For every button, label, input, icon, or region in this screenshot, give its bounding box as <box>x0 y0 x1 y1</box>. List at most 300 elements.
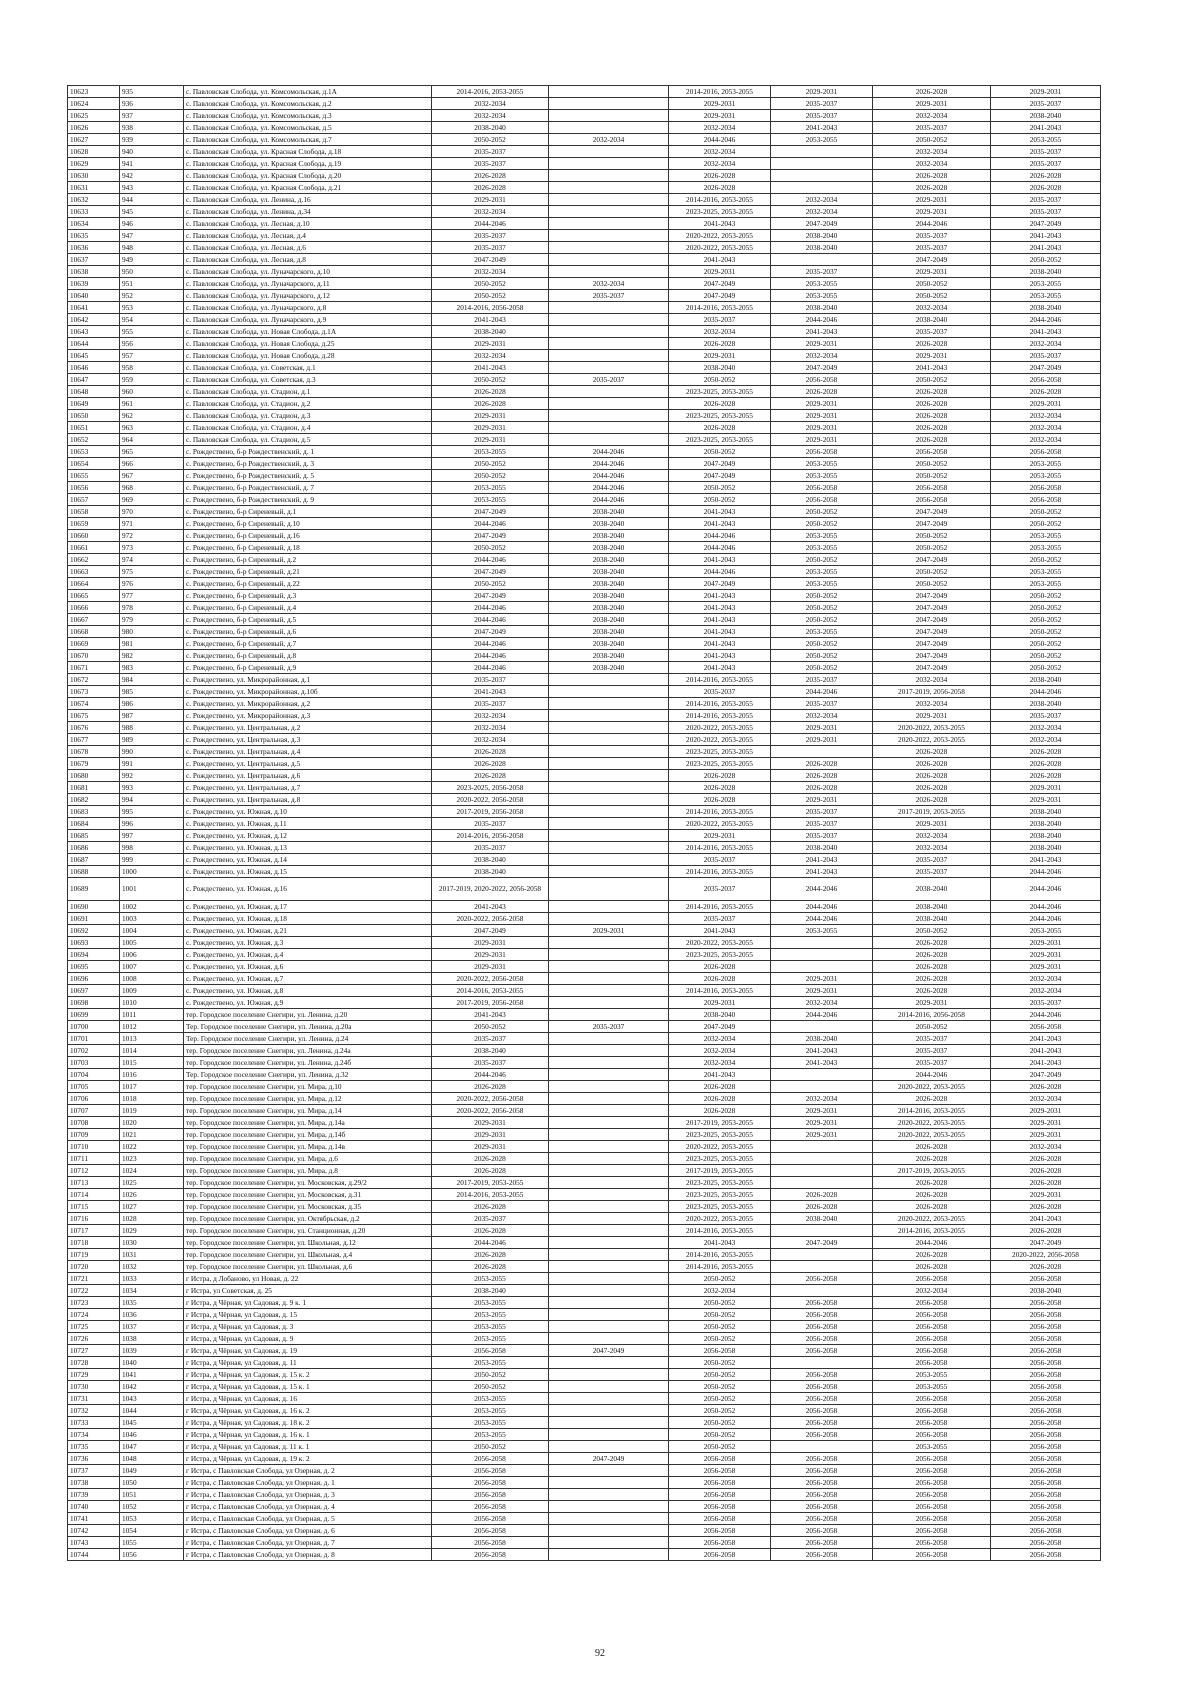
cell-local-number: 990 <box>120 746 184 758</box>
cell-period-a: 2032-2034 <box>432 98 549 110</box>
cell-period-b <box>549 98 669 110</box>
cell-period-c: 2035-2037 <box>669 878 771 901</box>
table-row <box>68 1105 1101 1117</box>
cell-period-e: 2026-2028 <box>873 758 991 770</box>
cell-address: с. Рождествено, ул. Микрорайонная, д.2 <box>184 698 432 710</box>
cell-address: с. Рождествено, б-р Сиреневый, д.3 <box>184 590 432 602</box>
cell-period-f: 2047-2049 <box>991 1237 1101 1249</box>
cell-row-id: 10739 <box>68 1489 120 1501</box>
cell-period-a: 2035-2037 <box>432 1213 549 1225</box>
cell-period-c: 2026-2028 <box>669 782 771 794</box>
cell-local-number: 1020 <box>120 1117 184 1129</box>
cell-period-f: 2056-2058 <box>991 1537 1101 1549</box>
table-row <box>68 626 1101 638</box>
cell-local-number: 948 <box>120 242 184 254</box>
cell-period-d: 2056-2058 <box>771 1273 873 1285</box>
table-row <box>68 1261 1101 1273</box>
cell-local-number: 1018 <box>120 1093 184 1105</box>
cell-period-d <box>771 1165 873 1177</box>
cell-period-c: 2026-2028 <box>669 794 771 806</box>
cell-local-number: 1040 <box>120 1357 184 1369</box>
cell-address: с. Рождествено, ул. Центральная, д.6 <box>184 770 432 782</box>
cell-period-f: 2053-2055 <box>991 542 1101 554</box>
cell-row-id: 10707 <box>68 1105 120 1117</box>
cell-row-id: 10658 <box>68 506 120 518</box>
cell-period-a: 2029-2031 <box>432 1129 549 1141</box>
cell-period-b: 2038-2040 <box>549 530 669 542</box>
cell-period-a: 2026-2028 <box>432 1081 549 1093</box>
cell-period-c: 2056-2058 <box>669 1549 771 1561</box>
cell-period-c: 2020-2022, 2053-2055 <box>669 242 771 254</box>
cell-period-b: 2044-2046 <box>549 470 669 482</box>
cell-period-e: 2026-2028 <box>873 422 991 434</box>
cell-period-e: 2038-2040 <box>873 878 991 901</box>
cell-period-d: 2056-2058 <box>771 446 873 458</box>
table-row <box>68 650 1101 662</box>
cell-period-c: 2032-2034 <box>669 158 771 170</box>
cell-row-id: 10721 <box>68 1273 120 1285</box>
cell-address: с. Рождествено, ул. Центральная, д.7 <box>184 782 432 794</box>
cell-local-number: 943 <box>120 182 184 194</box>
table-row <box>68 1249 1101 1261</box>
cell-period-c: 2041-2043 <box>669 602 771 614</box>
cell-period-f: 2044-2046 <box>991 866 1101 878</box>
cell-row-id: 10678 <box>68 746 120 758</box>
cell-period-c: 2029-2031 <box>669 266 771 278</box>
cell-row-id: 10705 <box>68 1081 120 1093</box>
cell-address: с. Рождествено, ул. Центральная, д.3 <box>184 734 432 746</box>
cell-period-d: 2050-2052 <box>771 662 873 674</box>
cell-period-b: 2035-2037 <box>549 290 669 302</box>
cell-period-e: 2047-2049 <box>873 614 991 626</box>
cell-period-e: 2047-2049 <box>873 554 991 566</box>
table-row <box>68 1081 1101 1093</box>
cell-period-c: 2023-2025, 2053-2055 <box>669 746 771 758</box>
cell-row-id: 10661 <box>68 542 120 554</box>
cell-row-id: 10699 <box>68 1009 120 1021</box>
cell-local-number: 984 <box>120 674 184 686</box>
cell-period-b <box>549 1297 669 1309</box>
cell-period-b <box>549 230 669 242</box>
table-row <box>68 949 1101 961</box>
cell-local-number: 995 <box>120 806 184 818</box>
cell-period-f: 2038-2040 <box>991 110 1101 122</box>
table-row <box>68 1549 1101 1561</box>
cell-period-a: 2026-2028 <box>432 1225 549 1237</box>
cell-period-c: 2041-2043 <box>669 554 771 566</box>
cell-address: г Истра, д Лобаново, ул Новая, д. 22 <box>184 1273 432 1285</box>
cell-row-id: 10671 <box>68 662 120 674</box>
cell-period-d: 2029-2031 <box>771 1105 873 1117</box>
cell-period-a: 2035-2037 <box>432 1057 549 1069</box>
cell-period-f: 2050-2052 <box>991 650 1101 662</box>
cell-period-a: 2026-2028 <box>432 1201 549 1213</box>
cell-period-f: 2026-2028 <box>991 1201 1101 1213</box>
cell-period-a: 2056-2058 <box>432 1489 549 1501</box>
cell-row-id: 10674 <box>68 698 120 710</box>
cell-period-a: 2014-2016, 2053-2055 <box>432 1189 549 1201</box>
cell-period-d <box>771 146 873 158</box>
cell-row-id: 10686 <box>68 842 120 854</box>
cell-row-id: 10696 <box>68 973 120 985</box>
cell-address: г Истра, д Чёрная, ул Садовая, д. 18 к. 2 <box>184 1417 432 1429</box>
table-row <box>68 314 1101 326</box>
cell-period-c: 2023-2025, 2053-2055 <box>669 1129 771 1141</box>
cell-period-e: 2035-2037 <box>873 1033 991 1045</box>
cell-period-c: 2050-2052 <box>669 1297 771 1309</box>
cell-period-a: 2020-2022, 2056-2058 <box>432 973 549 985</box>
cell-address: с. Рождествено, ул. Южная, д.7 <box>184 973 432 985</box>
cell-period-f: 2050-2052 <box>991 506 1101 518</box>
cell-period-e: 2050-2052 <box>873 578 991 590</box>
cell-row-id: 10688 <box>68 866 120 878</box>
cell-period-d <box>771 170 873 182</box>
cell-address: с. Рождествено, б-р Сиреневый, д.7 <box>184 638 432 650</box>
cell-address: с. Павловская Слобода, ул. Комсомольская, д.1А <box>184 86 432 98</box>
cell-row-id: 10667 <box>68 614 120 626</box>
table-row <box>68 158 1101 170</box>
cell-period-c: 2038-2040 <box>669 1009 771 1021</box>
cell-period-c: 2023-2025, 2053-2055 <box>669 758 771 770</box>
cell-address: с. Рождествено, б-р Сиреневый, д.22 <box>184 578 432 590</box>
cell-period-f: 2029-2031 <box>991 398 1101 410</box>
cell-period-b <box>549 758 669 770</box>
cell-period-c: 2026-2028 <box>669 770 771 782</box>
cell-period-a: 2020-2022, 2056-2058 <box>432 794 549 806</box>
cell-period-f: 2041-2043 <box>991 854 1101 866</box>
cell-period-f: 2053-2055 <box>991 278 1101 290</box>
table-row <box>68 566 1101 578</box>
table-row <box>68 1465 1101 1477</box>
cell-period-b <box>549 266 669 278</box>
cell-period-c: 2056-2058 <box>669 1513 771 1525</box>
cell-local-number: 1052 <box>120 1501 184 1513</box>
cell-period-c: 2044-2046 <box>669 530 771 542</box>
cell-period-f: 2041-2043 <box>991 1045 1101 1057</box>
cell-period-c: 2014-2016, 2053-2055 <box>669 901 771 913</box>
cell-address: г Истра, д Чёрная, ул Садовая, д. 15 <box>184 1309 432 1321</box>
cell-period-a: 2032-2034 <box>432 266 549 278</box>
cell-period-d: 2029-2031 <box>771 410 873 422</box>
cell-period-b <box>549 1489 669 1501</box>
cell-period-f: 2032-2034 <box>991 1141 1101 1153</box>
cell-period-a: 2044-2046 <box>432 602 549 614</box>
cell-period-a: 2029-2031 <box>432 194 549 206</box>
table-row <box>68 1177 1101 1189</box>
table-row <box>68 470 1101 482</box>
cell-period-c: 2050-2052 <box>669 1405 771 1417</box>
cell-period-b <box>549 386 669 398</box>
cell-period-c: 2026-2028 <box>669 973 771 985</box>
cell-period-d: 2032-2034 <box>771 1093 873 1105</box>
cell-row-id: 10725 <box>68 1321 120 1333</box>
cell-address: с. Рождествено, ул. Южная, д.13 <box>184 842 432 854</box>
cell-row-id: 10659 <box>68 518 120 530</box>
cell-period-a: 2050-2052 <box>432 278 549 290</box>
cell-period-f: 2047-2049 <box>991 218 1101 230</box>
cell-local-number: 1003 <box>120 913 184 925</box>
cell-period-a: 2050-2052 <box>432 1369 549 1381</box>
cell-period-d: 2038-2040 <box>771 1213 873 1225</box>
cell-address: тер. Городское поселение Снегири, ул. Мира, д.6 <box>184 1153 432 1165</box>
cell-period-f: 2026-2028 <box>991 170 1101 182</box>
cell-period-b <box>549 1381 669 1393</box>
table-row <box>68 794 1101 806</box>
cell-period-c: 2014-2016, 2053-2055 <box>669 1249 771 1261</box>
cell-period-b <box>549 1501 669 1513</box>
cell-address: с. Рождествено, б-р Сиреневый, д.21 <box>184 566 432 578</box>
cell-address: с. Павловская Слобода, ул. Советская, д.1 <box>184 362 432 374</box>
cell-row-id: 10698 <box>68 997 120 1009</box>
cell-period-f: 2038-2040 <box>991 842 1101 854</box>
cell-period-c: 2020-2022, 2053-2055 <box>669 230 771 242</box>
cell-row-id: 10646 <box>68 362 120 374</box>
table-row <box>68 338 1101 350</box>
cell-period-e: 2047-2049 <box>873 254 991 266</box>
cell-period-d: 2029-2031 <box>771 434 873 446</box>
cell-row-id: 10703 <box>68 1057 120 1069</box>
cell-period-d: 2044-2046 <box>771 314 873 326</box>
cell-local-number: 989 <box>120 734 184 746</box>
cell-period-f: 2029-2031 <box>991 961 1101 973</box>
cell-period-e: 2056-2058 <box>873 1489 991 1501</box>
cell-address: г Истра, д Чёрная, ул Садовая, д. 3 <box>184 1321 432 1333</box>
cell-period-d: 2053-2055 <box>771 278 873 290</box>
cell-period-e: 2056-2058 <box>873 1321 991 1333</box>
cell-local-number: 1027 <box>120 1201 184 1213</box>
cell-address: г Истра, с Павловская Слобода, ул Озерная, д. 3 <box>184 1489 432 1501</box>
cell-period-c: 2026-2028 <box>669 961 771 973</box>
cell-period-d: 2035-2037 <box>771 110 873 122</box>
table-row <box>68 242 1101 254</box>
cell-period-d: 2035-2037 <box>771 98 873 110</box>
cell-period-b <box>549 1429 669 1441</box>
cell-period-f: 2044-2046 <box>991 1009 1101 1021</box>
cell-period-b <box>549 782 669 794</box>
cell-row-id: 10719 <box>68 1249 120 1261</box>
cell-period-f: 2050-2052 <box>991 254 1101 266</box>
cell-period-e: 2020-2022, 2053-2055 <box>873 1081 991 1093</box>
table-row <box>68 770 1101 782</box>
cell-row-id: 10681 <box>68 782 120 794</box>
cell-period-b <box>549 1333 669 1345</box>
cell-period-d: 2056-2058 <box>771 1345 873 1357</box>
cell-period-c: 2032-2034 <box>669 326 771 338</box>
table-row <box>68 1153 1101 1165</box>
cell-period-c: 2044-2046 <box>669 566 771 578</box>
cell-period-b <box>549 1441 669 1453</box>
cell-period-f: 2038-2040 <box>991 674 1101 686</box>
cell-period-f: 2050-2052 <box>991 614 1101 626</box>
cell-address: с. Рождествено, ул. Южная, д.3 <box>184 937 432 949</box>
cell-period-e: 2032-2034 <box>873 146 991 158</box>
cell-period-c: 2023-2025, 2053-2055 <box>669 1153 771 1165</box>
cell-address: с. Павловская Слобода, ул. Лесная, д.10 <box>184 218 432 230</box>
cell-address: с. Рождествено, ул. Центральная, д.5 <box>184 758 432 770</box>
cell-address: с. Рождествено, ул. Микрорайонная, д.3 <box>184 710 432 722</box>
cell-period-b <box>549 1201 669 1213</box>
cell-period-f: 2056-2058 <box>991 1429 1101 1441</box>
cell-period-c: 2032-2034 <box>669 122 771 134</box>
cell-address: Тер. Городское поселение Снегири, ул. Ленина, д.24 <box>184 1033 432 1045</box>
cell-row-id: 10694 <box>68 949 120 961</box>
cell-period-e: 2029-2031 <box>873 266 991 278</box>
cell-period-e: 2050-2052 <box>873 134 991 146</box>
cell-row-id: 10631 <box>68 182 120 194</box>
table-row <box>68 326 1101 338</box>
cell-period-a: 2050-2052 <box>432 1021 549 1033</box>
cell-period-b <box>549 686 669 698</box>
cell-period-f: 2035-2037 <box>991 350 1101 362</box>
cell-period-e: 2026-2028 <box>873 1153 991 1165</box>
cell-period-e: 2056-2058 <box>873 1453 991 1465</box>
cell-period-a: 2050-2052 <box>432 542 549 554</box>
cell-period-d: 2044-2046 <box>771 878 873 901</box>
cell-period-e: 2041-2043 <box>873 362 991 374</box>
cell-period-f: 2038-2040 <box>991 302 1101 314</box>
cell-period-b: 2038-2040 <box>549 614 669 626</box>
cell-period-f: 2038-2040 <box>991 830 1101 842</box>
cell-period-a: 2038-2040 <box>432 854 549 866</box>
cell-period-d: 2041-2043 <box>771 122 873 134</box>
cell-address: тер. Городское поселение Снегири, ул. Мира, д.8 <box>184 1165 432 1177</box>
cell-period-e: 2056-2058 <box>873 1393 991 1405</box>
cell-period-f: 2029-2031 <box>991 782 1101 794</box>
cell-row-id: 10735 <box>68 1441 120 1453</box>
cell-period-d: 2056-2058 <box>771 482 873 494</box>
cell-period-a: 2041-2043 <box>432 686 549 698</box>
cell-address: г Истра, д Чёрная, ул Садовая, д. 16 к. 1 <box>184 1429 432 1441</box>
cell-period-b: 2035-2037 <box>549 374 669 386</box>
cell-period-e: 2032-2034 <box>873 674 991 686</box>
cell-period-e: 2056-2058 <box>873 494 991 506</box>
cell-period-e: 2056-2058 <box>873 1465 991 1477</box>
cell-period-a: 2026-2028 <box>432 386 549 398</box>
cell-period-b <box>549 1165 669 1177</box>
cell-period-b <box>549 338 669 350</box>
cell-local-number: 993 <box>120 782 184 794</box>
cell-period-b <box>549 398 669 410</box>
table-row <box>68 1069 1101 1081</box>
table-row <box>68 1225 1101 1237</box>
cell-period-e: 2014-2016, 2053-2055 <box>873 1225 991 1237</box>
cell-period-f: 2056-2058 <box>991 1297 1101 1309</box>
cell-period-a: 2032-2034 <box>432 110 549 122</box>
cell-local-number: 1029 <box>120 1225 184 1237</box>
cell-local-number: 941 <box>120 158 184 170</box>
cell-period-a: 2035-2037 <box>432 146 549 158</box>
cell-period-a: 2050-2052 <box>432 134 549 146</box>
cell-period-b: 2038-2040 <box>549 650 669 662</box>
cell-period-a: 2044-2046 <box>432 554 549 566</box>
table-row <box>68 494 1101 506</box>
cell-period-f: 2056-2058 <box>991 1345 1101 1357</box>
cell-period-a: 2032-2034 <box>432 710 549 722</box>
cell-period-d: 2041-2043 <box>771 1045 873 1057</box>
cell-period-f: 2029-2031 <box>991 949 1101 961</box>
table-row <box>68 1333 1101 1345</box>
cell-address: с. Павловская Слобода, ул. Красная Слобода, д.21 <box>184 182 432 194</box>
cell-period-f: 2026-2028 <box>991 1177 1101 1189</box>
cell-local-number: 996 <box>120 818 184 830</box>
cell-period-f: 2029-2031 <box>991 1117 1101 1129</box>
cell-local-number: 955 <box>120 326 184 338</box>
cell-period-f: 2026-2028 <box>991 182 1101 194</box>
table-row <box>68 506 1101 518</box>
cell-period-b <box>549 710 669 722</box>
cell-local-number: 1050 <box>120 1477 184 1489</box>
cell-address: с. Рождествено, б-р Рождественский, д. 3 <box>184 458 432 470</box>
cell-period-d: 2053-2055 <box>771 925 873 937</box>
cell-row-id: 10726 <box>68 1333 120 1345</box>
cell-period-f: 2029-2031 <box>991 1129 1101 1141</box>
cell-local-number: 958 <box>120 362 184 374</box>
table-row <box>68 482 1101 494</box>
cell-period-e: 2056-2058 <box>873 1477 991 1489</box>
table-row <box>68 806 1101 818</box>
cell-period-c: 2041-2043 <box>669 662 771 674</box>
table-row <box>68 374 1101 386</box>
cell-address: Тер. Городское поселение Снегири, ул. Ленина, д.32 <box>184 1069 432 1081</box>
cell-row-id: 10641 <box>68 302 120 314</box>
cell-local-number: 957 <box>120 350 184 362</box>
cell-period-c: 2032-2034 <box>669 1045 771 1057</box>
cell-period-f: 2056-2058 <box>991 1465 1101 1477</box>
cell-period-d: 2026-2028 <box>771 770 873 782</box>
cell-period-d: 2047-2049 <box>771 218 873 230</box>
cell-period-b: 2038-2040 <box>549 602 669 614</box>
cell-period-a: 2053-2055 <box>432 1273 549 1285</box>
cell-row-id: 10712 <box>68 1165 120 1177</box>
cell-period-b: 2047-2049 <box>549 1453 669 1465</box>
cell-period-f: 2053-2055 <box>991 530 1101 542</box>
cell-period-e: 2044-2046 <box>873 1069 991 1081</box>
cell-row-id: 10709 <box>68 1129 120 1141</box>
cell-row-id: 10733 <box>68 1417 120 1429</box>
cell-period-c: 2041-2043 <box>669 590 771 602</box>
cell-period-c: 2023-2025, 2053-2055 <box>669 386 771 398</box>
cell-period-b: 2038-2040 <box>549 506 669 518</box>
cell-period-d <box>771 1141 873 1153</box>
cell-period-d: 2056-2058 <box>771 1453 873 1465</box>
cell-period-b <box>549 866 669 878</box>
cell-period-c: 2056-2058 <box>669 1477 771 1489</box>
cell-period-f: 2050-2052 <box>991 590 1101 602</box>
cell-period-b <box>549 1057 669 1069</box>
cell-period-f: 2026-2028 <box>991 1225 1101 1237</box>
cell-period-b <box>549 1525 669 1537</box>
cell-period-c: 2041-2043 <box>669 518 771 530</box>
cell-period-b <box>549 218 669 230</box>
cell-period-a: 2035-2037 <box>432 1033 549 1045</box>
table-row <box>68 182 1101 194</box>
cell-period-f: 2041-2043 <box>991 1033 1101 1045</box>
cell-row-id: 10633 <box>68 206 120 218</box>
cell-period-c: 2020-2022, 2053-2055 <box>669 937 771 949</box>
cell-period-c: 2056-2058 <box>669 1525 771 1537</box>
cell-row-id: 10743 <box>68 1537 120 1549</box>
table-row <box>68 254 1101 266</box>
cell-address: тер. Городское поселение Снегири, ул. Станционная, д.20 <box>184 1225 432 1237</box>
table-row <box>68 878 1101 901</box>
cell-period-a: 2026-2028 <box>432 182 549 194</box>
cell-local-number: 1044 <box>120 1405 184 1417</box>
cell-period-f: 2020-2022, 2056-2058 <box>991 1249 1101 1261</box>
cell-period-a: 2050-2052 <box>432 470 549 482</box>
cell-period-c: 2014-2016, 2053-2055 <box>669 710 771 722</box>
cell-address: с. Павловская Слобода, ул. Стадион, д.2 <box>184 398 432 410</box>
cell-period-c: 2029-2031 <box>669 997 771 1009</box>
